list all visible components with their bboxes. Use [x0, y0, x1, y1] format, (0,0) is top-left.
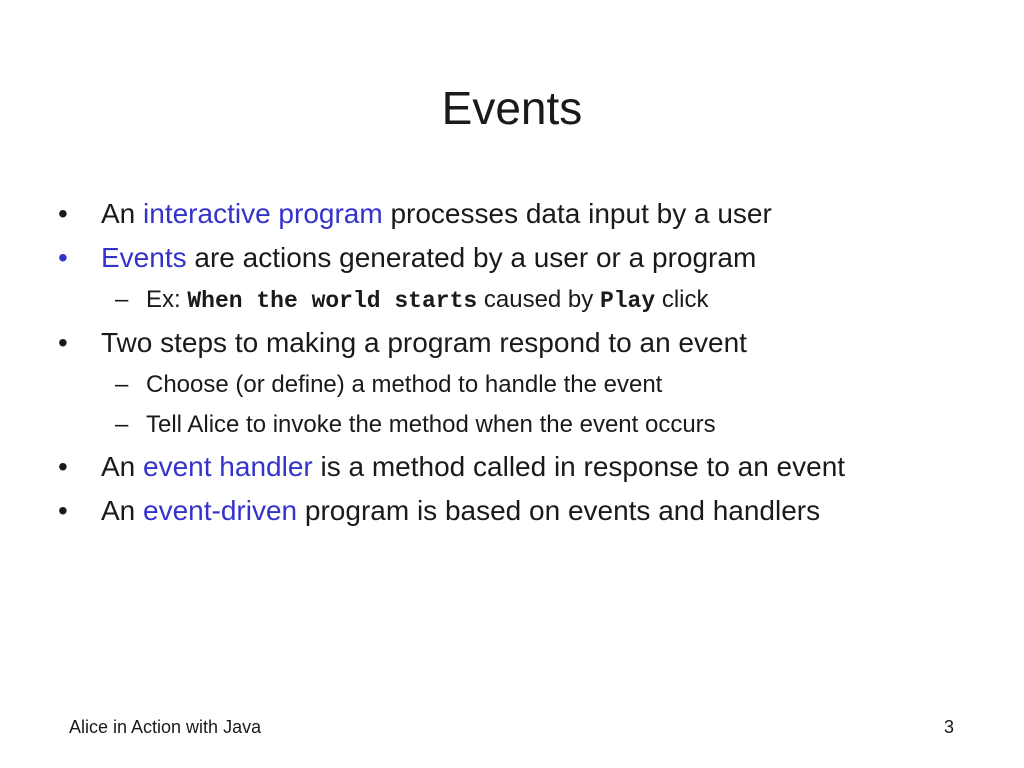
footer-book-title: Alice in Action with Java: [69, 717, 262, 737]
bullet-text-suffix: program is based on events and handlers: [297, 495, 821, 526]
sub-bullet-marker: –: [115, 411, 129, 438]
term-event-driven: event-driven: [143, 495, 298, 526]
bullet-text-suffix: are actions generated by a user or a program: [186, 242, 757, 273]
sub-bullet-middle: caused by: [477, 286, 600, 313]
bullet-marker: •: [58, 495, 68, 526]
sub-bullet-prefix: Ex:: [146, 286, 188, 313]
term-interactive-program: interactive program: [143, 198, 383, 229]
bullet-text: Two steps to making a program respond to an event: [101, 327, 747, 358]
code-play: Play: [599, 288, 656, 314]
term-events: Events: [101, 242, 187, 273]
sub-bullet-suffix: click: [655, 286, 709, 313]
bullet-text-prefix: An: [101, 451, 144, 482]
sub-bullet-marker: –: [115, 286, 129, 313]
sub-bullet-text: Tell Alice to invoke the method when the event occurs: [146, 411, 716, 438]
bullet-text-suffix: is a method called in response to an event: [312, 451, 846, 482]
slide-title: Events: [441, 82, 583, 134]
bullet-item-interactive-program: [58, 192, 988, 236]
bullet-text-prefix: An: [101, 198, 144, 229]
sub-bullet-example: [58, 280, 988, 321]
sub-bullet-choose-method: [58, 365, 988, 405]
code-when-the-world-starts: When the world starts: [187, 288, 478, 314]
term-event-handler: event handler: [143, 451, 313, 482]
sub-bullet-text: Choose (or define) a method to handle the event: [146, 371, 663, 398]
bullet-list: [58, 192, 988, 533]
bullet-marker: •: [58, 242, 68, 273]
bullet-marker: •: [58, 451, 68, 482]
sub-bullet-marker: –: [115, 371, 129, 398]
bullet-marker: •: [58, 198, 68, 229]
bullet-item-event-driven: [58, 489, 988, 533]
bullet-item-two-steps: [58, 321, 988, 365]
bullet-item-event-handler: [58, 445, 988, 489]
footer-page-number: 3: [943, 717, 954, 737]
bullet-text-prefix: An: [101, 495, 144, 526]
bullet-item-events: [58, 236, 988, 280]
bullet-text-suffix: processes data input by a user: [382, 198, 772, 229]
bullet-marker: •: [58, 327, 68, 358]
sub-bullet-tell-alice: [58, 405, 988, 445]
